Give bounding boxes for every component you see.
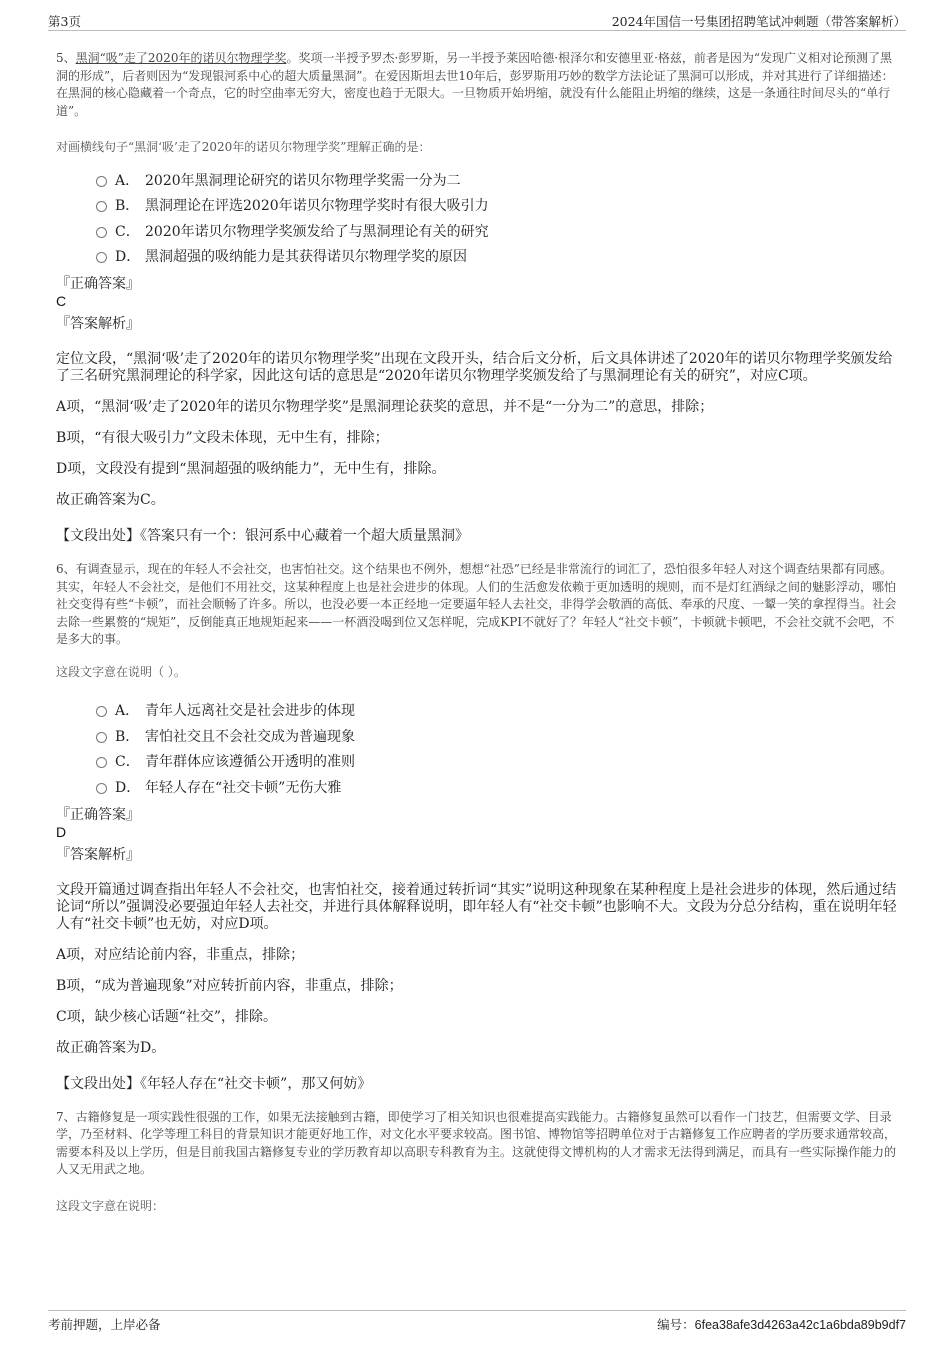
code-label: 编号： [657,1318,695,1332]
radio-icon[interactable] [96,757,107,768]
analysis-paragraph: 故正确答案为D。 [56,1039,166,1056]
code-value: 6fea38afe3d4263a42c1a6bda89b9df7 [694,1318,906,1332]
analysis-paragraph: 故正确答案为C。 [56,492,165,508]
analysis-paragraph: 文段开篇通过调查指出年轻人不会社交，也害怕社交，接着通过转折词“其实”说明这种现象在某种程度上是社会进步的体现，然后通过结论词“所以”强调没必要强迫年轻人去社交，并进行具体解释说明，即年轻人有“社交卡顿”也影响不大。文段为分总分结构，重在说明年轻人有“社交卡顿”也无妨，对应D项。 [56,881,897,932]
option-label: A． [115,172,140,189]
option-text: 2020年黑洞理论研究的诺贝尔物理学奖需一分为二 [145,172,461,189]
correct-answer: D [56,823,67,840]
question-6-prompt: 这段文字意在说明（ ）。 [56,664,186,679]
analysis-paragraph: B项，“有很大吸引力”文段未体现，无中生有，排除； [56,430,389,446]
analysis-paragraph: C项，缺少核心话题“社交”，排除。 [56,1008,278,1025]
option-a[interactable] [96,167,898,193]
answer-tag: 『正确答案』 [56,806,140,823]
question-7-text: 7、古籍修复是一项实践性很强的工作，如果无法接触到古籍，即使学习了相关知识也很难提高实践能力。古籍修复虽然可以看作一门技艺，但需要文学、目录学，乃至材料、化学等理工科目的背景知识才能更好地工作，对文化水平要求较高。图书馆、博物馆等招聘单位对于古籍修复工作应聘者的学历要求通常较高，需要本科及以上学历，但是目前我国古籍修复专业的学历教育却以高职专科教育为主。这就使得文博机构的人才需求无法得到满足，而具有一些实际操作能力的人又无用武之地。 [56,1109,897,1176]
option-b[interactable] [96,723,898,749]
option-text: 年轻人存在“社交卡顿”无伤大雅 [145,779,342,796]
answer-tag: 『正确答案』 [56,276,140,292]
option-label: B． [115,728,140,745]
analysis-paragraph: D项，文段没有提到“黑洞超强的吸纳能力”，无中生有，排除。 [56,461,446,477]
analysis-paragraph: A项，“黑洞‘吸’走了2020年的诺贝尔物理学奖”是黑洞理论获奖的意思，并不是“一分为二”的意思，排除； [56,399,714,415]
analysis-paragraph: B项，“成为普遍现象”对应转折前内容，非重点，排除； [56,977,403,994]
option-text: 2020年诺贝尔物理学奖颁发给了与黑洞理论有关的研究 [145,223,489,240]
radio-icon[interactable] [96,252,107,263]
question-6-text: 6、有调查显示，现在的年轻人不会社交，也害怕社交。这个结果也不例外，想想“社恐”已经是非常流行的词汇了，恐怕很多年轻人对这个调查结果都有同感。其实，年轻人不会社交，是他们不用社交，这某种程度上也是社会进步的体现。人们的生活愈发依赖于更加透明的规则，而不是灯红酒绿之间的魅影浮动，哪怕社交变得有些“卡顿”，而社会顺畅了许多。所以，也没必要一本正经地一定要逼年轻人去社交，非得学会敬酒的高低、奉承的尺度、一颦一笑的拿捏得当。社会去除一些累赘的“规矩”，反倒能真正地规矩起来——一杯酒没喝到位又怎样呢，完成KPI不就好了？年轻人“社交卡顿”，卡顿就卡顿吧，不会社交就不会吧，不是多大的事。 [56,562,897,646]
option-a[interactable] [96,698,898,724]
option-text: 黑洞超强的吸纳能力是其获得诺贝尔物理学奖的原因 [145,249,467,266]
radio-icon[interactable] [96,706,107,717]
analysis-paragraph: 定位文段，“黑洞‘吸’走了2020年的诺贝尔物理学奖”出现在文段开头，结合后文分析，后文具体讲述了2020年的诺贝尔物理学奖颁发给了三名研究黑洞理论的科学家，因此这句话的意思是“2020年诺贝尔物理学奖颁发给了与黑洞理论有关的研究”，对应C项。 [56,351,893,384]
footer-slogan: 考前押题，上岸必备 [48,1317,161,1332]
source-citation: 【文段出处】《答案只有一个：银河系中心藏着一个超大质量黑洞》 [56,528,469,544]
analysis-tag: 『答案解析』 [56,846,140,863]
question-body: 。奖项一半授予罗杰·彭罗斯，另一半授予莱因哈德·根泽尔和安德里亚·格兹，前者是因为“发现广义相对论预测了黑洞的形成”，后者则因为“发现银河系中心的超大质量黑洞”。在爱因斯坦去世10年后，彭罗斯用巧妙的数学方法论证了黑洞可以形成，并对其进行了详细描述：在黑洞的核心隐藏着一个奇点，它的时空曲率无穷大，密度也趋于无限大。一旦物质开始坍缩，就没有什么能阻止坍缩的继续，这是一条通往时间尽头的“单行道”。 [56,51,894,118]
question-number: 5、 [56,51,76,65]
analysis-paragraph: A项，对应结论前内容，非重点，排除； [56,946,305,963]
option-text: 害怕社交且不会社交成为普遍现象 [145,728,355,745]
radio-icon[interactable] [96,227,107,238]
option-label: A． [115,703,140,720]
option-c[interactable] [96,218,898,244]
underlined-sentence: 黑洞“吸”走了2020年的诺贝尔物理学奖 [75,51,287,65]
option-label: D． [115,249,141,266]
analysis-tag: 『答案解析』 [56,316,140,332]
option-c[interactable] [96,749,898,775]
page-footer [48,1310,906,1332]
option-text: 青年人远离社交是社会进步的体现 [145,703,355,720]
option-text: 黑洞理论在评选2020年诺贝尔物理学奖时有很大吸引力 [145,198,489,215]
question-6-options [96,698,898,800]
source-citation: 【文段出处】《年轻人存在“社交卡顿”，那又何妨》 [56,1075,372,1092]
question-5-prompt: 对画横线句子“黑洞‘吸’走了2020年的诺贝尔物理学奖”理解正确的是： [56,140,431,154]
radio-icon[interactable] [96,783,107,794]
option-label: D． [115,779,141,796]
radio-icon[interactable] [96,176,107,187]
radio-icon[interactable] [96,201,107,212]
radio-icon[interactable] [96,732,107,743]
question-5-text [56,50,898,120]
question-7-prompt: 这段文字意在说明： [56,1198,165,1213]
option-text: 青年群体应该遵循公开透明的准则 [145,754,355,771]
option-d[interactable] [96,244,898,270]
option-b[interactable] [96,193,898,219]
correct-answer: C [56,293,67,309]
document-code [657,1315,906,1333]
question-5-options [96,167,898,269]
option-d[interactable] [96,774,898,800]
option-label: B． [115,198,140,215]
page-number: 第3页 [48,14,81,29]
page-content [56,50,898,1226]
page-header [48,8,906,31]
option-label: C． [115,223,140,240]
document-title: 2024年国信一号集团招聘笔试冲刺题（带答案解析） [611,14,906,29]
option-label: C． [115,754,140,771]
